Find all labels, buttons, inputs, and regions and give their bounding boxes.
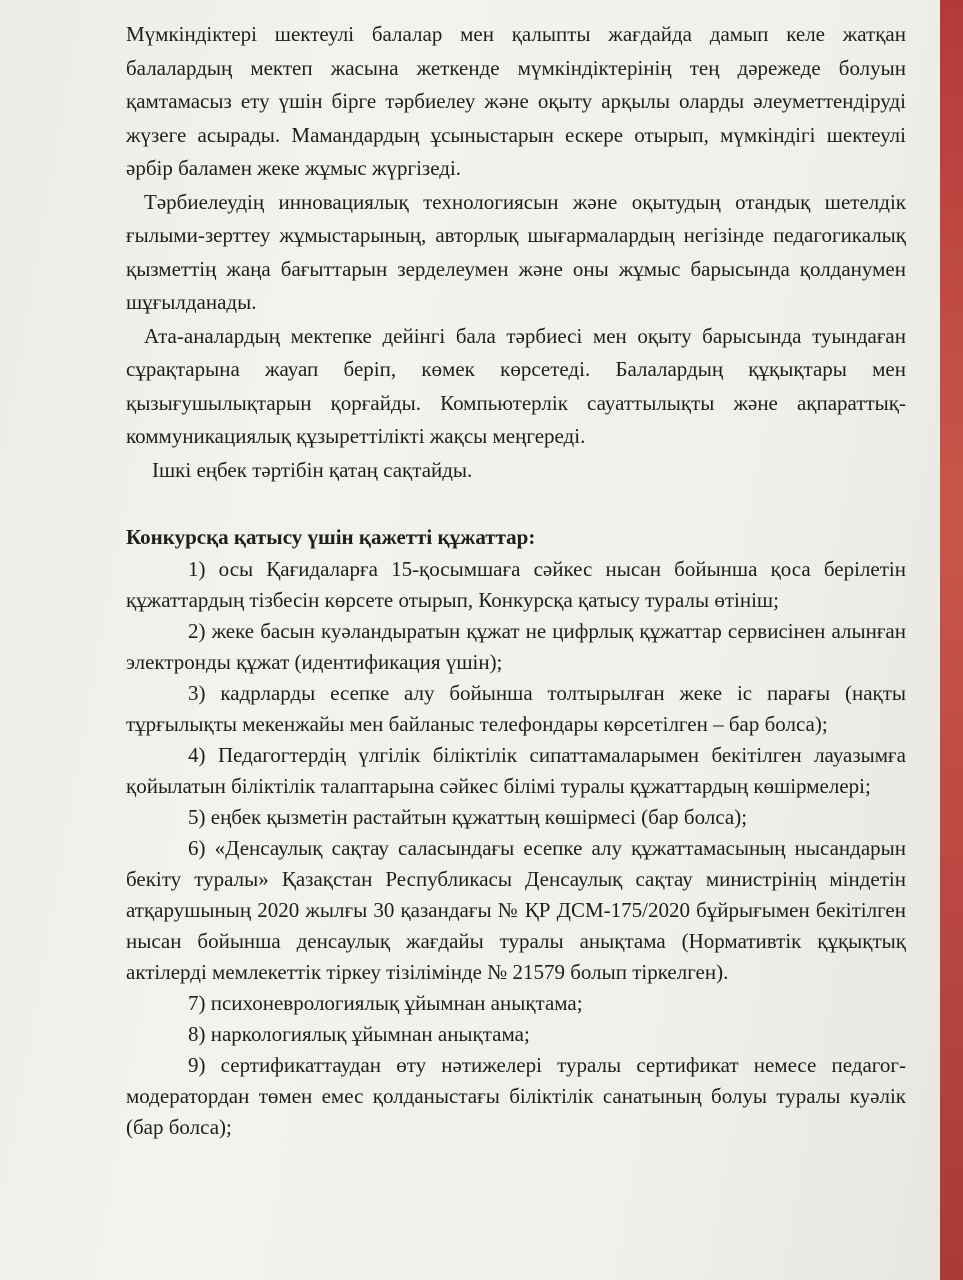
document-item-9: 9) сертификаттаудан өту нәтижелері туралы сертификат немесе педагог-модератордан төмен емес қолданыстағы біліктілік санатының болуы туралы куәлік (бар болса); (126, 1053, 906, 1139)
document-item-4: 4) Педагогтердің үлгілік біліктілік сипаттамаларымен бекітілген лауазымға қойылатын біліктілік талаптарына сәйкес білімі туралы құжаттардың көшірмелері; (126, 743, 906, 798)
paragraph-discipline: Ішкі еңбек тәртібін қатаң сақтайды. (152, 457, 473, 482)
document-item-5: 5) еңбек қызметін растайтын құжаттың көшірмесі (бар болса); (188, 805, 748, 829)
red-cover-edge (940, 0, 963, 1280)
required-documents-heading: Конкурсқа қатысу үшін қажетті құжаттар: (126, 525, 536, 549)
document-item-7: 7) психоневрологиялық ұйымнан анықтама; (188, 991, 583, 1015)
document-item-8: 8) наркологиялық ұйымнан анықтама; (188, 1022, 530, 1046)
document-item-2: 2) жеке басын куәландыратын құжат не цифрлық құжаттар сервисінен алынған электронды құжат (идентификация үшін); (126, 619, 906, 674)
document-item-6: 6) «Денсаулық сақтау саласындағы есепке алу құжаттамасының нысандарын бекіту туралы» Қазақстан Республикасы Денсаулық сақтау министрінің міндетін атқарушының 2020 жылғы 30 қазандағы № ҚР ДСМ-175/2020 бұйрығымен бекітілген нысан бойынша денсаулық жағдайы туралы анықтама (Нормативтік құқықтық актілерді мемлекеттік тіркеу тізілімінде № 21579 болып тіркелген). (126, 836, 906, 984)
document-item-1: 1) осы Қағидаларға 15-қосымшаға сәйкес нысан бойынша қоса берілетін құжаттардың тізбесін көрсете отырып, Конкурсқа қатысу туралы өтініш; (126, 557, 906, 612)
document-item-3: 3) кадрларды есепке алу бойынша толтырылған жеке іс парағы (нақты тұрғылықты мекенжайы мен байланыс телефондары көрсетілген – бар болса); (126, 681, 906, 736)
paragraph-parents: Ата-аналардың мектепке дейінгі бала тәрбиесі мен оқыту барысында туындаған сұрақтарына жауап беріп, көмек көрсетеді. Балалардың құқықтары мен қызығушылықтарын қорғайды. Компьютерлік сауаттылықты және ақпараттық-коммуникациялық құзыреттілікті жақсы меңгереді. (126, 323, 906, 448)
required-documents-section (126, 521, 906, 1143)
paragraph-innovation: Тәрбиелеудің инновациялық технологиясын және оқытудың отандық шетелдік ғылыми-зерттеу жұмыстарының, авторлық шығармалардың негізінде педагогикалық қызметтің жаңа бағыттарын зерделеумен және оны жұмыс барысында қолданумен шұғылданады. (126, 189, 906, 314)
paragraph-socialization: Мүмкіндіктері шектеулі балалар мен қалыпты жағдайда дамып келе жатқан балалардың мектеп жасына жеткенде мүмкіндіктерінің тең дәрежеде болуын қамтамасыз ету үшін бірге тәрбиелеу және оқыту арқылы оларды әлеуметтендіруді жүзеге асырады. Мамандардың ұсыныстарын ескере отырып, мүмкіндігі шектеулі әрбір баламен жеке жұмыс жүргізеді. (126, 22, 906, 180)
